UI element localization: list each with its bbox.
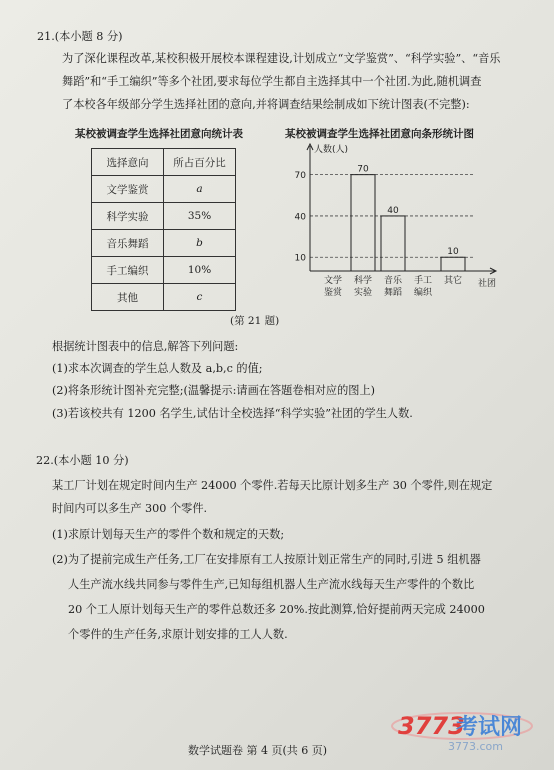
table-cell: 手工编织 xyxy=(92,257,164,284)
table-header-cell: 选择意向 xyxy=(92,149,164,176)
x-tick-label: 其它 xyxy=(443,276,463,286)
x-tick-label: 文学 xyxy=(323,276,343,286)
q22-text-line1: 某工厂计划在规定时间内生产 24000 个零件.若每天比原计划多生产 30 个零件,则在规定 xyxy=(52,479,493,492)
table-cell: 35% xyxy=(164,203,236,230)
table-cell: 文学鉴赏 xyxy=(92,176,164,203)
chart-title: 某校被调查学生选择社团意向条形统计图 xyxy=(285,128,474,140)
table-cell: c xyxy=(164,284,236,311)
svg-text:考试网: 考试网 xyxy=(456,715,523,740)
q22-text-line2: 时间内可以多生产 300 个零件. xyxy=(52,502,208,515)
x-tick-label: 音乐 xyxy=(383,276,403,286)
q22-sub2-line3: 20 个工人原计划每天生产的零件总数还多 20%.按此测算,恰好提前两天完成 24000 xyxy=(68,603,485,616)
q21-heading: 21.(本小题 8 分) xyxy=(37,30,123,43)
y-tick-label: 40 xyxy=(294,212,306,223)
bar-chart xyxy=(282,140,507,308)
bar-data-label: 10 xyxy=(447,247,459,258)
bar xyxy=(381,216,405,271)
q21-text-line2: 舞蹈”和“手工编织”等多个社团,要求每位学生都自主选择其中一个社团.为此,随机调查 xyxy=(62,75,482,88)
bar-data-label: 70 xyxy=(357,164,369,175)
q21-text-line1: 为了深化课程改革,某校积极开展校本课程建设,计划成立“文学鉴赏”、“科学实验”、“音乐 xyxy=(62,52,501,65)
x-tick-label: 实验 xyxy=(353,288,373,298)
table-cell: 其他 xyxy=(92,284,164,311)
watermark-logo xyxy=(390,704,540,754)
y-tick-label: 10 xyxy=(294,253,306,264)
x-axis-label: 社团 xyxy=(477,279,497,289)
x-tick-label: 科学 xyxy=(353,276,373,286)
q21-prompt: 根据统计图表中的信息,解答下列问题: xyxy=(52,340,239,353)
y-axis-label: 人数(人) xyxy=(314,145,349,155)
q21-sub3: (3)若该校共有 1200 名学生,试估计全校选择“科学实验”社团的学生人数. xyxy=(52,407,413,420)
table-row xyxy=(92,176,236,203)
x-tick-label: 舞蹈 xyxy=(383,288,403,298)
x-tick-label: 编织 xyxy=(413,288,433,298)
table-cell: 10% xyxy=(164,257,236,284)
stats-table xyxy=(91,148,236,311)
q21-sub1: (1)求本次调查的学生总人数及 a,b,c 的值; xyxy=(52,362,263,375)
figure-caption: (第 21 题) xyxy=(230,315,280,327)
q21-sub2: (2)将条形统计图补充完整;(温馨提示:请画在答题卷相对应的图上) xyxy=(52,384,375,397)
x-tick-label: 手工 xyxy=(413,276,433,286)
table-header-cell: 所占百分比 xyxy=(164,149,236,176)
table-cell: a xyxy=(164,176,236,203)
table-cell: b xyxy=(164,230,236,257)
q22-sub2-line2: 人生产流水线共同参与零件生产,已知每组机器人生产流水线每天生产零件的个数比 xyxy=(68,578,475,591)
svg-text:3773.com: 3773.com xyxy=(448,740,503,753)
table-title: 某校被调查学生选择社团意向统计表 xyxy=(75,128,243,140)
page-footer: 数学试题卷 第 4 页(共 6 页) xyxy=(188,744,328,757)
table-cell: 音乐舞蹈 xyxy=(92,230,164,257)
table-row xyxy=(92,203,236,230)
q22-sub2-line1: (2)为了提前完成生产任务,工厂在安排原有工人按原计划正常生产的同时,引进 5 组机器 xyxy=(52,553,481,566)
table-row xyxy=(92,284,236,311)
table-row xyxy=(92,230,236,257)
table-header-row xyxy=(92,149,236,176)
bar xyxy=(441,257,465,271)
table-cell: 科学实验 xyxy=(92,203,164,230)
q22-sub2-line4: 个零件的生产任务,求原计划安排的工人人数. xyxy=(68,628,288,641)
svg-text:3773: 3773 xyxy=(398,712,465,740)
q21-text-line3: 了本校各年级部分学生选择社团的意向,并将调查结果绘制成如下统计图表(不完整): xyxy=(62,98,470,111)
q22-heading: 22.(本小题 10 分) xyxy=(36,454,129,467)
q22-sub1: (1)求原计划每天生产的零件个数和规定的天数; xyxy=(52,528,285,541)
y-tick-label: 70 xyxy=(294,171,306,182)
bar-data-label: 40 xyxy=(387,205,399,216)
bar xyxy=(351,175,375,271)
watermark-logo-graphic xyxy=(390,704,540,754)
table-row xyxy=(92,257,236,284)
x-tick-label: 鉴赏 xyxy=(323,288,343,298)
